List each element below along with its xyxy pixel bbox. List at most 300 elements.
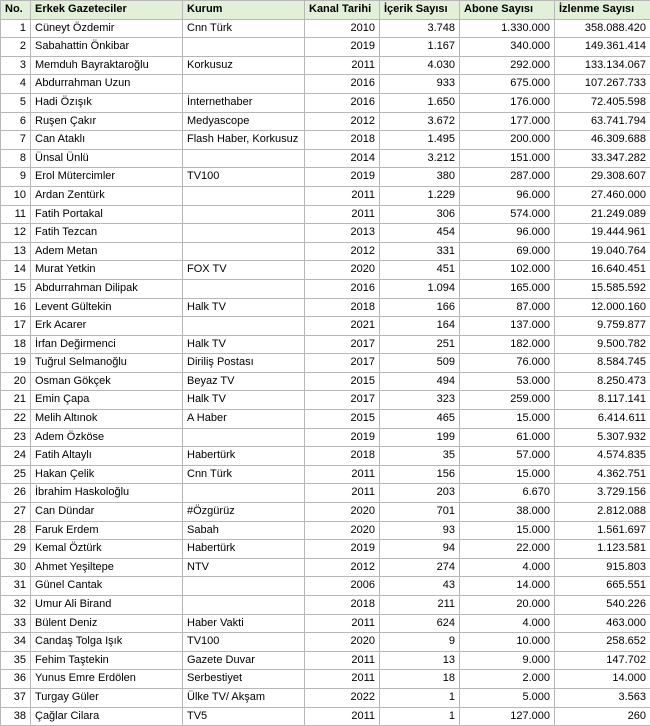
cell-izlenme-sayisi: 5.307.932 [555,428,650,447]
cell-no: 23 [1,428,31,447]
cell-kurum: İnternethaber [183,93,305,112]
cell-name: Turgay Güler [31,688,183,707]
cell-abone-sayisi: 292.000 [460,56,555,75]
cell-abone-sayisi: 165.000 [460,279,555,298]
cell-abone-sayisi: 4.000 [460,558,555,577]
table-row [1,558,650,577]
cell-no: 18 [1,335,31,354]
cell-kanal-tarihi: 2011 [305,56,380,75]
cell-name: Sabahattin Önkibar [31,38,183,57]
cell-kanal-tarihi: 2011 [305,465,380,484]
cell-no: 25 [1,465,31,484]
cell-kurum: Halk TV [183,391,305,410]
cell-icerik-sayisi: 1 [380,707,460,726]
cell-kanal-tarihi: 2020 [305,261,380,280]
table-row [1,205,650,224]
cell-no: 6 [1,112,31,131]
cell-kurum: FOX TV [183,261,305,280]
cell-icerik-sayisi: 199 [380,428,460,447]
cell-kanal-tarihi: 2017 [305,391,380,410]
cell-kurum [183,186,305,205]
column-header-kanal-tarihi: Kanal Tarihi [305,1,380,20]
cell-kanal-tarihi: 2016 [305,279,380,298]
cell-abone-sayisi: 1.330.000 [460,19,555,38]
cell-abone-sayisi: 574.000 [460,205,555,224]
cell-kurum [183,149,305,168]
cell-name: Ahmet Yeşiltepe [31,558,183,577]
cell-izlenme-sayisi: 2.812.088 [555,503,650,522]
cell-icerik-sayisi: 3.748 [380,19,460,38]
table-row [1,38,650,57]
cell-abone-sayisi: 4.000 [460,614,555,633]
cell-name: Candaş Tolga Işık [31,633,183,652]
cell-izlenme-sayisi: 540.226 [555,596,650,615]
cell-abone-sayisi: 340.000 [460,38,555,57]
cell-kurum: Habertürk [183,447,305,466]
table-row [1,688,650,707]
cell-izlenme-sayisi: 72.405.598 [555,93,650,112]
table-header [1,1,650,20]
cell-no: 38 [1,707,31,726]
cell-no: 12 [1,224,31,243]
cell-kanal-tarihi: 2021 [305,317,380,336]
cell-icerik-sayisi: 1 [380,688,460,707]
cell-kurum [183,205,305,224]
cell-izlenme-sayisi: 4.574.835 [555,447,650,466]
cell-kanal-tarihi: 2022 [305,688,380,707]
cell-name: Can Dündar [31,503,183,522]
cell-kanal-tarihi: 2016 [305,93,380,112]
table-row [1,540,650,559]
table-row [1,112,650,131]
cell-name: Hadi Özışık [31,93,183,112]
table-row [1,372,650,391]
cell-izlenme-sayisi: 46.309.688 [555,131,650,150]
cell-no: 17 [1,317,31,336]
cell-name: Adem Özköse [31,428,183,447]
cell-no: 27 [1,503,31,522]
cell-no: 7 [1,131,31,150]
cell-izlenme-sayisi: 463.000 [555,614,650,633]
cell-name: Ruşen Çakır [31,112,183,131]
cell-kanal-tarihi: 2012 [305,112,380,131]
table-row [1,484,650,503]
cell-no: 13 [1,242,31,261]
cell-no: 8 [1,149,31,168]
cell-abone-sayisi: 6.670 [460,484,555,503]
cell-kurum [183,279,305,298]
cell-kurum: TV100 [183,633,305,652]
cell-no: 10 [1,186,31,205]
cell-abone-sayisi: 14.000 [460,577,555,596]
table-row [1,707,650,726]
cell-kanal-tarihi: 2014 [305,149,380,168]
cell-kanal-tarihi: 2006 [305,577,380,596]
cell-izlenme-sayisi: 358.088.420 [555,19,650,38]
cell-kurum: #Özgürüz [183,503,305,522]
cell-kanal-tarihi: 2018 [305,298,380,317]
cell-icerik-sayisi: 451 [380,261,460,280]
table-row [1,503,650,522]
header-row [1,1,650,20]
cell-no: 15 [1,279,31,298]
cell-icerik-sayisi: 494 [380,372,460,391]
cell-kurum: TV5 [183,707,305,726]
cell-kanal-tarihi: 2011 [305,186,380,205]
cell-no: 20 [1,372,31,391]
cell-kanal-tarihi: 2019 [305,38,380,57]
table-row [1,317,650,336]
cell-izlenme-sayisi: 19.040.764 [555,242,650,261]
cell-abone-sayisi: 96.000 [460,224,555,243]
table-row [1,354,650,373]
cell-icerik-sayisi: 933 [380,75,460,94]
cell-icerik-sayisi: 203 [380,484,460,503]
cell-name: Ünsal Ünlü [31,149,183,168]
cell-name: Cüneyt Özdemir [31,19,183,38]
table-row [1,670,650,689]
cell-abone-sayisi: 675.000 [460,75,555,94]
cell-kurum [183,317,305,336]
cell-abone-sayisi: 69.000 [460,242,555,261]
cell-no: 30 [1,558,31,577]
cell-no: 2 [1,38,31,57]
cell-name: Emin Çapa [31,391,183,410]
cell-kurum [183,242,305,261]
cell-kurum: TV100 [183,168,305,187]
cell-name: Faruk Erdem [31,521,183,540]
cell-icerik-sayisi: 323 [380,391,460,410]
cell-no: 9 [1,168,31,187]
cell-name: Erol Mütercimler [31,168,183,187]
table-row [1,93,650,112]
cell-kurum: Haber Vakti [183,614,305,633]
table-row [1,149,650,168]
cell-abone-sayisi: 259.000 [460,391,555,410]
cell-kanal-tarihi: 2011 [305,484,380,503]
cell-kanal-tarihi: 2017 [305,354,380,373]
cell-no: 19 [1,354,31,373]
cell-no: 29 [1,540,31,559]
cell-kanal-tarihi: 2010 [305,19,380,38]
table-row [1,56,650,75]
cell-name: İrfan Değirmenci [31,335,183,354]
cell-name: Çağlar Cilara [31,707,183,726]
cell-no: 4 [1,75,31,94]
cell-kurum [183,577,305,596]
cell-kurum: Serbestiyet [183,670,305,689]
cell-abone-sayisi: 20.000 [460,596,555,615]
cell-izlenme-sayisi: 9.759.877 [555,317,650,336]
cell-icerik-sayisi: 1.650 [380,93,460,112]
cell-izlenme-sayisi: 1.561.697 [555,521,650,540]
cell-no: 11 [1,205,31,224]
cell-kanal-tarihi: 2018 [305,131,380,150]
cell-name: Levent Gültekin [31,298,183,317]
table-row [1,279,650,298]
column-header-abone-sayisi: Abone Sayısı [460,1,555,20]
cell-abone-sayisi: 22.000 [460,540,555,559]
table-row [1,335,650,354]
cell-no: 36 [1,670,31,689]
cell-izlenme-sayisi: 915.803 [555,558,650,577]
cell-kurum: Cnn Türk [183,465,305,484]
cell-name: Osman Gökçek [31,372,183,391]
cell-abone-sayisi: 38.000 [460,503,555,522]
cell-abone-sayisi: 200.000 [460,131,555,150]
cell-abone-sayisi: 15.000 [460,521,555,540]
cell-izlenme-sayisi: 33.347.282 [555,149,650,168]
cell-kanal-tarihi: 2013 [305,224,380,243]
cell-icerik-sayisi: 9 [380,633,460,652]
cell-kanal-tarihi: 2019 [305,168,380,187]
table-row [1,651,650,670]
cell-kanal-tarihi: 2016 [305,75,380,94]
cell-icerik-sayisi: 4.030 [380,56,460,75]
cell-no: 28 [1,521,31,540]
cell-izlenme-sayisi: 8.584.745 [555,354,650,373]
table-row [1,298,650,317]
cell-abone-sayisi: 61.000 [460,428,555,447]
cell-name: Erk Acarer [31,317,183,336]
cell-name: Hakan Çelik [31,465,183,484]
cell-icerik-sayisi: 18 [380,670,460,689]
cell-izlenme-sayisi: 3.563 [555,688,650,707]
cell-abone-sayisi: 127.000 [460,707,555,726]
cell-izlenme-sayisi: 147.702 [555,651,650,670]
cell-icerik-sayisi: 1.094 [380,279,460,298]
cell-kanal-tarihi: 2011 [305,651,380,670]
cell-kanal-tarihi: 2020 [305,521,380,540]
column-header-kurum: Kurum [183,1,305,20]
cell-no: 1 [1,19,31,38]
cell-no: 24 [1,447,31,466]
column-header-name: Erkek Gazeteciler [31,1,183,20]
cell-izlenme-sayisi: 149.361.414 [555,38,650,57]
cell-abone-sayisi: 15.000 [460,465,555,484]
cell-no: 37 [1,688,31,707]
cell-abone-sayisi: 287.000 [460,168,555,187]
table-row [1,428,650,447]
cell-izlenme-sayisi: 133.134.067 [555,56,650,75]
table-row [1,19,650,38]
cell-kurum: Beyaz TV [183,372,305,391]
cell-abone-sayisi: 102.000 [460,261,555,280]
cell-abone-sayisi: 176.000 [460,93,555,112]
cell-icerik-sayisi: 274 [380,558,460,577]
cell-kurum: Ülke TV/ Akşam [183,688,305,707]
cell-icerik-sayisi: 35 [380,447,460,466]
cell-kurum: Korkusuz [183,56,305,75]
cell-name: Bülent Deniz [31,614,183,633]
cell-icerik-sayisi: 465 [380,410,460,429]
cell-kanal-tarihi: 2012 [305,242,380,261]
cell-name: Murat Yetkin [31,261,183,280]
cell-izlenme-sayisi: 15.585.592 [555,279,650,298]
cell-no: 32 [1,596,31,615]
cell-abone-sayisi: 151.000 [460,149,555,168]
cell-izlenme-sayisi: 260 [555,707,650,726]
cell-kanal-tarihi: 2019 [305,428,380,447]
cell-izlenme-sayisi: 258.652 [555,633,650,652]
cell-no: 16 [1,298,31,317]
cell-kanal-tarihi: 2015 [305,410,380,429]
cell-kurum: A Haber [183,410,305,429]
cell-izlenme-sayisi: 3.729.156 [555,484,650,503]
cell-name: Fatih Portakal [31,205,183,224]
cell-kurum [183,484,305,503]
cell-kurum [183,75,305,94]
table-row [1,596,650,615]
cell-icerik-sayisi: 164 [380,317,460,336]
cell-abone-sayisi: 15.000 [460,410,555,429]
cell-icerik-sayisi: 1.229 [380,186,460,205]
cell-no: 35 [1,651,31,670]
cell-izlenme-sayisi: 4.362.751 [555,465,650,484]
cell-no: 22 [1,410,31,429]
table-row [1,447,650,466]
cell-icerik-sayisi: 624 [380,614,460,633]
cell-name: Abdurrahman Uzun [31,75,183,94]
table-row [1,521,650,540]
table-row [1,633,650,652]
table-row [1,614,650,633]
table-row [1,261,650,280]
cell-abone-sayisi: 76.000 [460,354,555,373]
cell-kurum: Medyascope [183,112,305,131]
cell-name: Günel Cantak [31,577,183,596]
cell-kanal-tarihi: 2011 [305,670,380,689]
cell-icerik-sayisi: 454 [380,224,460,243]
cell-abone-sayisi: 57.000 [460,447,555,466]
table-row [1,131,650,150]
cell-abone-sayisi: 10.000 [460,633,555,652]
cell-kurum: Cnn Türk [183,19,305,38]
cell-no: 34 [1,633,31,652]
cell-kanal-tarihi: 2011 [305,614,380,633]
cell-kurum: Diriliş Postası [183,354,305,373]
table-row [1,465,650,484]
cell-name: Adem Metan [31,242,183,261]
table-body [1,19,650,726]
cell-kurum: Halk TV [183,298,305,317]
cell-no: 31 [1,577,31,596]
cell-izlenme-sayisi: 12.000.160 [555,298,650,317]
cell-icerik-sayisi: 3.212 [380,149,460,168]
cell-abone-sayisi: 182.000 [460,335,555,354]
cell-abone-sayisi: 9.000 [460,651,555,670]
table-row [1,168,650,187]
cell-no: 33 [1,614,31,633]
cell-izlenme-sayisi: 27.460.000 [555,186,650,205]
cell-icerik-sayisi: 13 [380,651,460,670]
cell-abone-sayisi: 96.000 [460,186,555,205]
column-header-no: No. [1,1,31,20]
cell-izlenme-sayisi: 14.000 [555,670,650,689]
cell-icerik-sayisi: 166 [380,298,460,317]
cell-name: Fatih Altaylı [31,447,183,466]
cell-icerik-sayisi: 251 [380,335,460,354]
cell-icerik-sayisi: 1.167 [380,38,460,57]
cell-kurum: Flash Haber, Korkusuz [183,131,305,150]
cell-kanal-tarihi: 2011 [305,205,380,224]
cell-kurum [183,428,305,447]
cell-name: Kemal Öztürk [31,540,183,559]
cell-icerik-sayisi: 93 [380,521,460,540]
cell-izlenme-sayisi: 8.117.141 [555,391,650,410]
cell-name: Fatih Tezcan [31,224,183,243]
table-row [1,410,650,429]
cell-icerik-sayisi: 211 [380,596,460,615]
column-header-icerik-sayisi: İçerik Sayısı [380,1,460,20]
cell-name: Umur Ali Birand [31,596,183,615]
cell-icerik-sayisi: 306 [380,205,460,224]
cell-izlenme-sayisi: 107.267.733 [555,75,650,94]
cell-abone-sayisi: 87.000 [460,298,555,317]
cell-kanal-tarihi: 2018 [305,447,380,466]
cell-icerik-sayisi: 43 [380,577,460,596]
cell-name: Memduh Bayraktaroğlu [31,56,183,75]
cell-kurum: NTV [183,558,305,577]
cell-izlenme-sayisi: 6.414.611 [555,410,650,429]
cell-no: 14 [1,261,31,280]
table-row [1,242,650,261]
cell-kurum: Halk TV [183,335,305,354]
cell-izlenme-sayisi: 63.741.794 [555,112,650,131]
cell-icerik-sayisi: 331 [380,242,460,261]
cell-kurum [183,224,305,243]
cell-kanal-tarihi: 2018 [305,596,380,615]
cell-izlenme-sayisi: 29.308.607 [555,168,650,187]
cell-kanal-tarihi: 2012 [305,558,380,577]
table-row [1,224,650,243]
table-row [1,577,650,596]
cell-no: 21 [1,391,31,410]
cell-izlenme-sayisi: 665.551 [555,577,650,596]
cell-no: 5 [1,93,31,112]
cell-icerik-sayisi: 94 [380,540,460,559]
cell-name: Fehim Taştekin [31,651,183,670]
cell-no: 3 [1,56,31,75]
cell-kanal-tarihi: 2020 [305,633,380,652]
cell-icerik-sayisi: 509 [380,354,460,373]
cell-izlenme-sayisi: 8.250.473 [555,372,650,391]
cell-kanal-tarihi: 2019 [305,540,380,559]
cell-name: Abdurrahman Dilipak [31,279,183,298]
cell-kurum: Gazete Duvar [183,651,305,670]
cell-abone-sayisi: 177.000 [460,112,555,131]
cell-icerik-sayisi: 3.672 [380,112,460,131]
table-row [1,391,650,410]
cell-izlenme-sayisi: 19.444.961 [555,224,650,243]
cell-izlenme-sayisi: 9.500.782 [555,335,650,354]
cell-name: Tuğrul Selmanoğlu [31,354,183,373]
cell-icerik-sayisi: 380 [380,168,460,187]
cell-kurum [183,38,305,57]
cell-name: Ardan Zentürk [31,186,183,205]
cell-izlenme-sayisi: 16.640.451 [555,261,650,280]
cell-name: Can Ataklı [31,131,183,150]
cell-icerik-sayisi: 1.495 [380,131,460,150]
cell-abone-sayisi: 5.000 [460,688,555,707]
cell-no: 26 [1,484,31,503]
cell-kurum [183,596,305,615]
cell-name: Yunus Emre Erdölen [31,670,183,689]
cell-kanal-tarihi: 2020 [305,503,380,522]
cell-kurum: Habertürk [183,540,305,559]
column-header-izlenme-sayisi: İzlenme Sayısı [555,1,650,20]
cell-abone-sayisi: 137.000 [460,317,555,336]
